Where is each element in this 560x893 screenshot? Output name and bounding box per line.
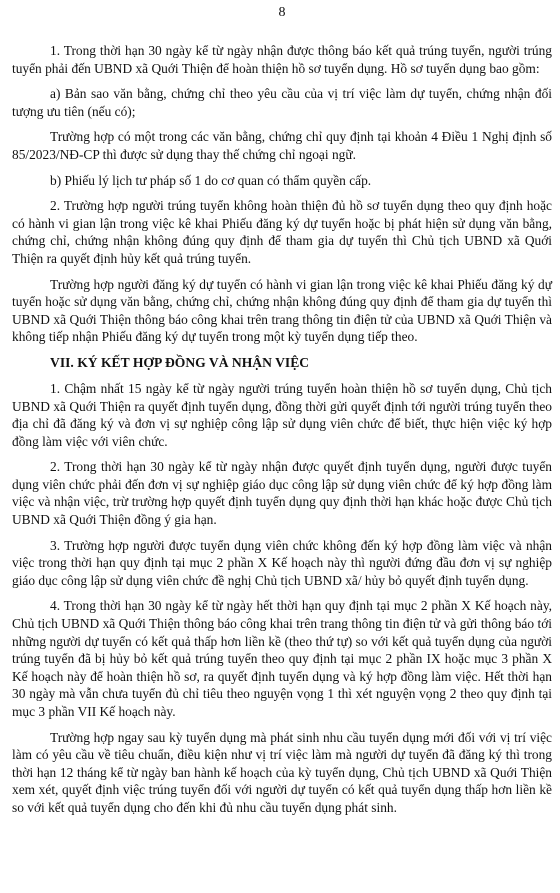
paragraph-dossier-deadline: 1. Trong thời hạn 30 ngày kể từ ngày nhận được thông báo kết quả trúng tuyển, người trúng tuyển phải đến UBND xã Quới Thiện để hoàn thiện hồ sơ tuyển dụng. Hồ sơ tuyển dụng bao gồm: xyxy=(12,43,552,76)
section-6-continued xyxy=(12,42,552,346)
paragraph-new-recruitment-need: Trường hợp ngay sau kỳ tuyển dụng mà phát sinh nhu cầu tuyển dụng mới đối với vị trí việc làm có yêu cầu về tiêu chuẩn, điều kiện như vị trí việc làm mà người dự tuyển đã đăng ký thì trong thời hạn 12 tháng kể từ ngày ban hành kế hoạch của kỳ tuyển dụng, Chủ tịch UBND xã Quới Thiện xem xét, quyết định việc trúng tuyển đối với người dự tuyển có kết quả tuyển dụng thấp hơn liền kề so với kết quả tuyển dụng cho đến khi đủ nhu cầu tuyển dụng phát sinh. xyxy=(12,729,552,815)
paragraph-cancel-result: 2. Trường hợp người trúng tuyển không hoàn thiện đủ hồ sơ tuyển dụng theo quy định hoặc có hành vi gian lận trong việc kê khai Phiếu đăng ký dự tuyển hoặc bị phát hiện sử dụng văn bằng, chứng chỉ, chứng nhận không đúng quy định để tham gia dự tuyển thì Chủ tịch UBND xã Quới Thiện ra quyết định hủy kết quả trúng tuyển. xyxy=(12,198,552,266)
section-heading: VII. KÝ KẾT HỢP ĐỒNG VÀ NHẬN VIỆC xyxy=(50,354,310,370)
paragraph-replacement-candidates: 4. Trong thời hạn 30 ngày kể từ ngày hết thời hạn quy định tại mục 2 phần X Kế hoạch này, Chủ tịch UBND xã Quới Thiện thông báo công khai trên trang thông tin điện tử và gửi thông báo tới những người dự tuyển có kết quả thấp hơn liền kề (theo thứ tự) so với kết quả tuyển dụng của người trúng tuyển đã bị hủy bỏ kết quả trúng tuyển theo quy định tại mục 2 phần IX hoặc mục 3 phần X Kế hoạch này để hoàn thiện hồ sơ, ra quyết định tuyển dụng và ký hợp đồng làm việc. Hết thời hạn 30 ngày mà vẫn chưa tuyển đủ chỉ tiêu theo nguyện vọng 1 thì xét nguyện vọng 2 theo quy định tại mục 3 phần VII Kế hoạch này. xyxy=(12,598,552,719)
paragraph-language-certificate-substitute: Trường hợp có một trong các văn bằng, chứng chỉ quy định tại khoản 4 Điều 1 Nghị định số 85/2023/NĐ-CP thì được sử dụng thay thế chứng chỉ ngoại ngữ. xyxy=(12,129,552,162)
paragraph-dossier-item-a: a) Bản sao văn bằng, chứng chỉ theo yêu cầu của vị trí việc làm dự tuyển, chứng nhận đối tượng ưu tiên (nếu có); xyxy=(12,86,552,119)
paragraph-recruitment-decision: 1. Chậm nhất 15 ngày kể từ ngày người trúng tuyển hoàn thiện hồ sơ tuyển dụng, Chủ tịch UBND xã Quới Thiện ra quyết định tuyển dụng, đồng thời gửi quyết định tới người trúng tuyển theo địa chỉ đã đăng ký và đơn vị sự nghiệp công lập sử dụng viên chức để biết, thực hiện việc ký hợp đồng làm việc với viên chức. xyxy=(12,380,552,449)
page-number: 8 xyxy=(278,5,286,20)
paragraph-fraud-notice: Trường hợp người đăng ký dự tuyển có hành vi gian lận trong việc kê khai Phiếu đăng ký dự tuyển hoặc sử dụng văn bằng, chứng chỉ, chứng nhận không đúng quy định để tham gia dự tuyển thì UBND xã Quới Thiện thông báo công khai trên trang thông tin điện tử của UBND xã Quới Thiện và không tiếp nhận Phiếu đăng ký dự tuyển trong một kỳ tuyển dụng tiếp theo. xyxy=(12,276,552,345)
paragraph-cancel-decision: 3. Trường hợp người được tuyển dụng viên chức không đến ký hợp đồng làm việc và nhận việc trong thời hạn quy định tại mục 2 phần X Kế hoạch này thì người đứng đầu đơn vị sự nghiệp giáo dục công lập sử dụng viên chức đề nghị Chủ tịch UBND xã/ hủy bỏ quyết định tuyển dụng. xyxy=(12,537,552,588)
section-7 xyxy=(12,354,552,817)
paragraph-dossier-item-b: b) Phiếu lý lịch tư pháp số 1 do cơ quan có thẩm quyền cấp. xyxy=(50,172,372,188)
paragraph-contract-signing: 2. Trong thời hạn 30 ngày kể từ ngày nhận được quyết định tuyển dụng, người được tuyển dụng viên chức phải đến đơn vị sự nghiệp giáo dục công lập sử dụng viên chức để ký hợp đồng làm việc và nhận việc, trừ trường hợp quyết định tuyển dụng quy định thời hạn khác hoặc được Chủ tịch UBND xã Quới Thiện đồng ý gia hạn. xyxy=(12,459,552,528)
